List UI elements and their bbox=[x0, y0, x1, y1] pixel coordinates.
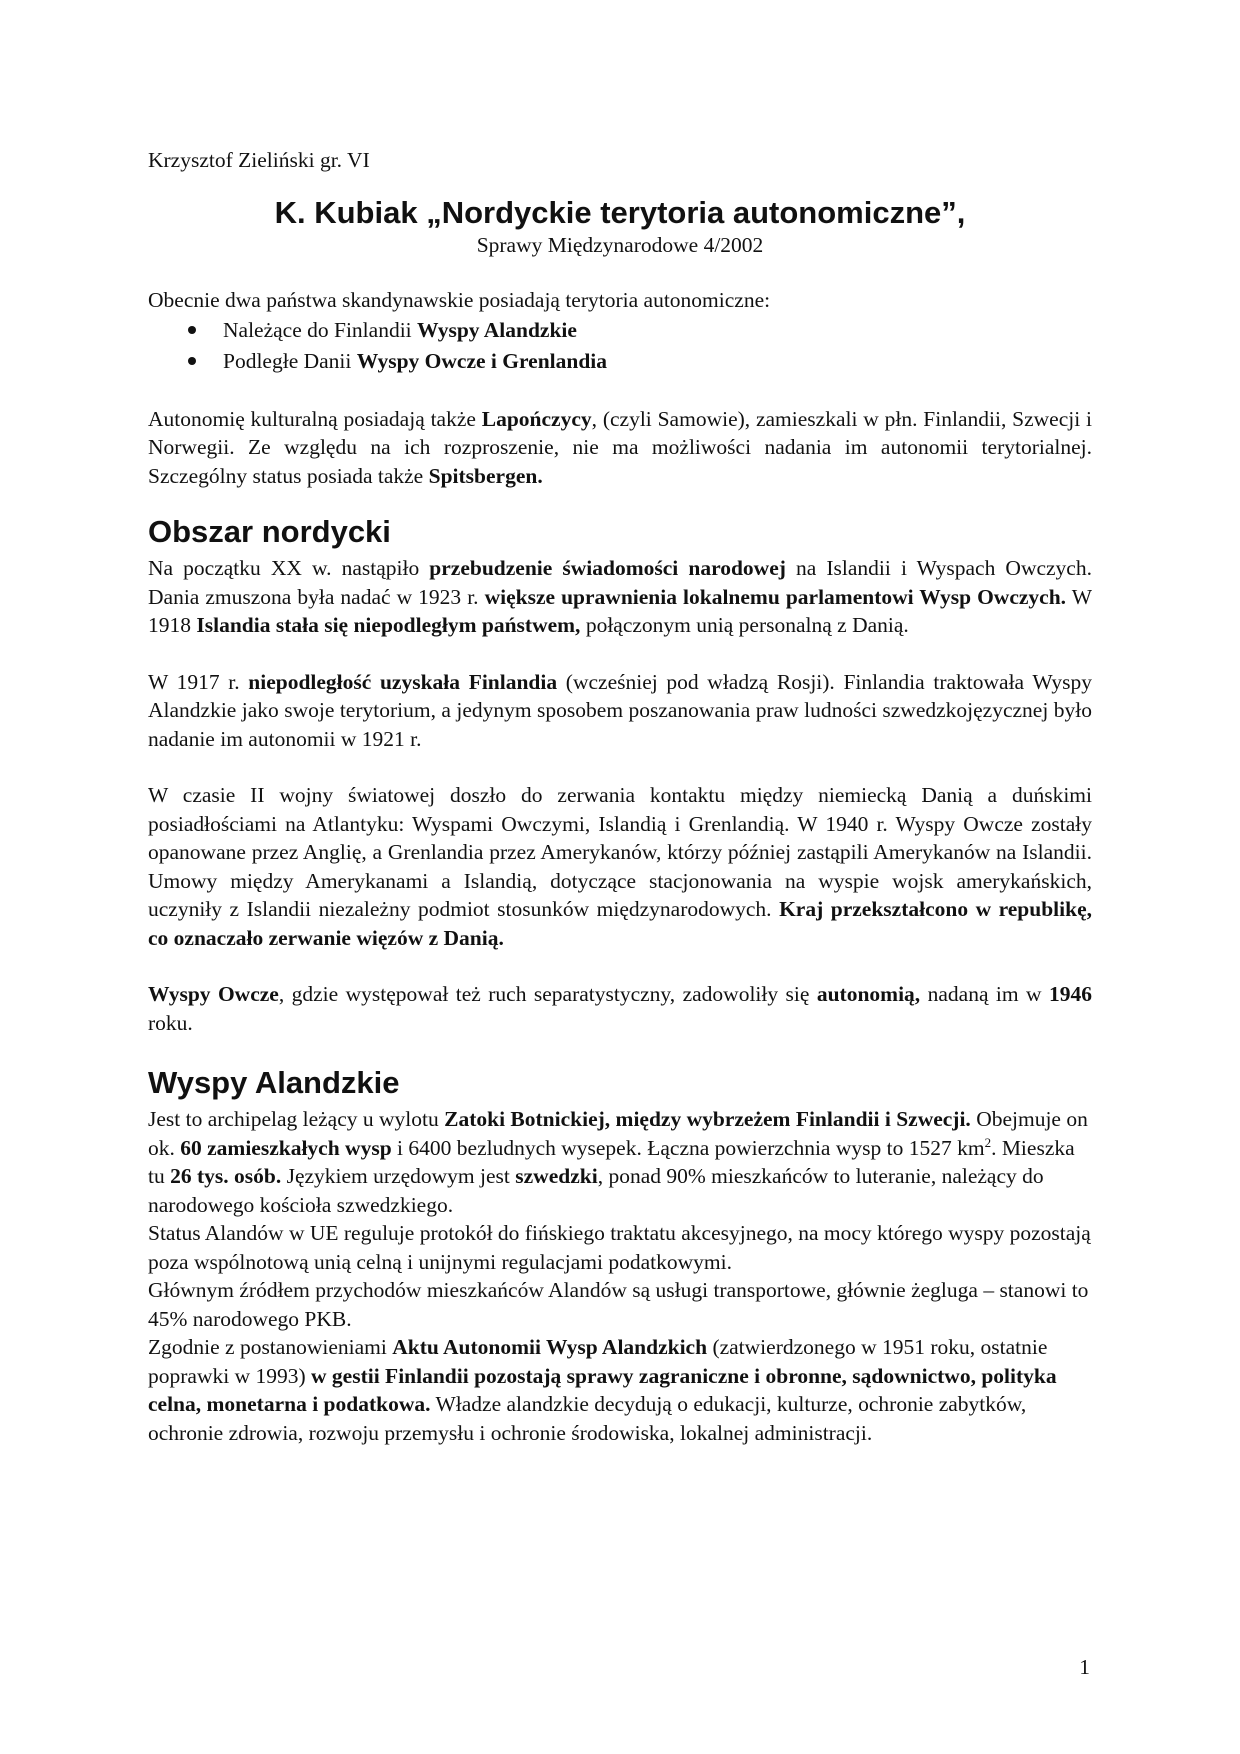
aland-paragraph-3: Głównym źródłem przychodów mieszkańców Alandów są usługi transportowe, głównie żegluga – stanowi to 45% narodowego PKB. bbox=[148, 1278, 1089, 1331]
aland-paragraph-4: Zgodnie z postanowieniami Aktu Autonomii Wysp Alandzkich (zatwierdzonego w 1951 roku, ostatnie poprawki w 1993) w gestii Finlandii pozostają sprawy zagraniczne i obronne, sądownictwo, polityka celna, monetarna i podatkowa. Władze alandzkie decydują o edukacji, kulturze, ochronie zabytków, ochronie zdrowia, rozwoju przemysłu i ochronie środowiska, lokalnej administracji. bbox=[148, 1335, 1057, 1445]
list-item: Należące do Finlandii Wyspy Alandzkie bbox=[148, 315, 1092, 346]
nordic-paragraph-1: Na początku XX w. nastąpiło przebudzenie świadomości narodowej na Islandii i Wyspach Owczych. Dania zmuszona była nadać w 1923 r. większe uprawnienia lokalnemu parlamentowi Wysp Owczych. W 1918 Islandia stała się niepodległym państwem, połączonym unią personalną z Danią. bbox=[148, 556, 1092, 637]
section-heading-nordic: Obszar nordycki bbox=[148, 514, 391, 549]
page-number: 1 bbox=[1079, 1655, 1090, 1679]
nordic-paragraph-2: W 1917 r. niepodległość uzyskała Finlandia (wcześniej pod władzą Rosji). Finlandia traktowała Wyspy Alandzkie jako swoje terytorium, a jedynym sposobem poszanowania praw ludności szwedzkojęzycznej było nadanie im autonomii w 1921 r. bbox=[148, 669, 1092, 751]
intro-lead: Obecnie dwa państwa skandynawskie posiadają terytoria autonomiczne: bbox=[148, 288, 771, 312]
document-subtitle: Sprawy Międzynarodowe 4/2002 bbox=[476, 232, 764, 257]
nordic-paragraph-4: Wyspy Owcze, gdzie występował też ruch separatystyczny, zadowoliły się autonomią, nadaną im w 1946 roku. bbox=[148, 982, 1092, 1035]
aland-paragraph-1: Jest to archipelag leżący u wylotu Zatoki Botnickiej, między wybrzeżem Finlandii i Szwecji. Obejmuje on ok. 60 zamieszkałych wysp i 6400 bezludnych wysepek. Łączna powierzchnia wysp to 1527 $km^2$. Mieszka tu 26 tys. osób. Językiem urzędowym jest szwedzki, ponad 90% mieszkańców to luteranie, należący do narodowego kościoła szwedzkiego. bbox=[148, 1107, 1088, 1217]
document-page bbox=[148, 146, 1092, 1447]
bullet-icon bbox=[188, 357, 196, 365]
nordic-paragraph-3: W czasie II wojny światowej doszło do zerwania kontaktu między niemiecką Danią a duńskimi posiadłościami na Atlantyku: Wyspami Owczymi, Islandią i Grenlandią. W 1940 r. Wyspy Owcze zostały opanowane przez Anglię, a Grenlandia przez Amerykanów, którzy później zastąpili Amerykanów na Islandii. Umowy między Amerykanami a Islandią, dotyczące stacjonowania na wyspie wojsk amerykańskich, uczyniły z Islandii niezależny podmiot stosunków międzynarodowych. Kraj przekształcono w republikę, co oznaczało zerwanie więzów z Danią. bbox=[148, 783, 1092, 950]
author-line: Krzysztof Zieliński gr. VI bbox=[148, 148, 370, 172]
bullet-icon bbox=[188, 326, 196, 334]
territories-list bbox=[148, 315, 1092, 377]
lapps-paragraph: Autonomię kulturalną posiadają także Lapończycy, (czyli Samowie), zamieszkali w płn. Finlandii, Szwecji i Norwegii. Ze względu na ich rozproszenie, nie ma możliwości nadania im autonomii terytorialnej. Szczególny status posiada także Spitsbergen. bbox=[148, 406, 1092, 488]
aland-paragraph-2: Status Alandów w UE reguluje protokół do fińskiego traktatu akcesyjnego, na mocy którego wyspy pozostają poza wspólnotową unią celną i unijnymi regulacjami podatkowymi. bbox=[148, 1221, 1091, 1274]
list-item: Podległe Danii Wyspy Owcze i Grenlandia bbox=[148, 346, 1092, 377]
section-heading-aland: Wyspy Alandzkie bbox=[148, 1065, 400, 1100]
document-title: K. Kubiak „Nordyckie terytoria autonomiczne”, bbox=[274, 194, 966, 230]
